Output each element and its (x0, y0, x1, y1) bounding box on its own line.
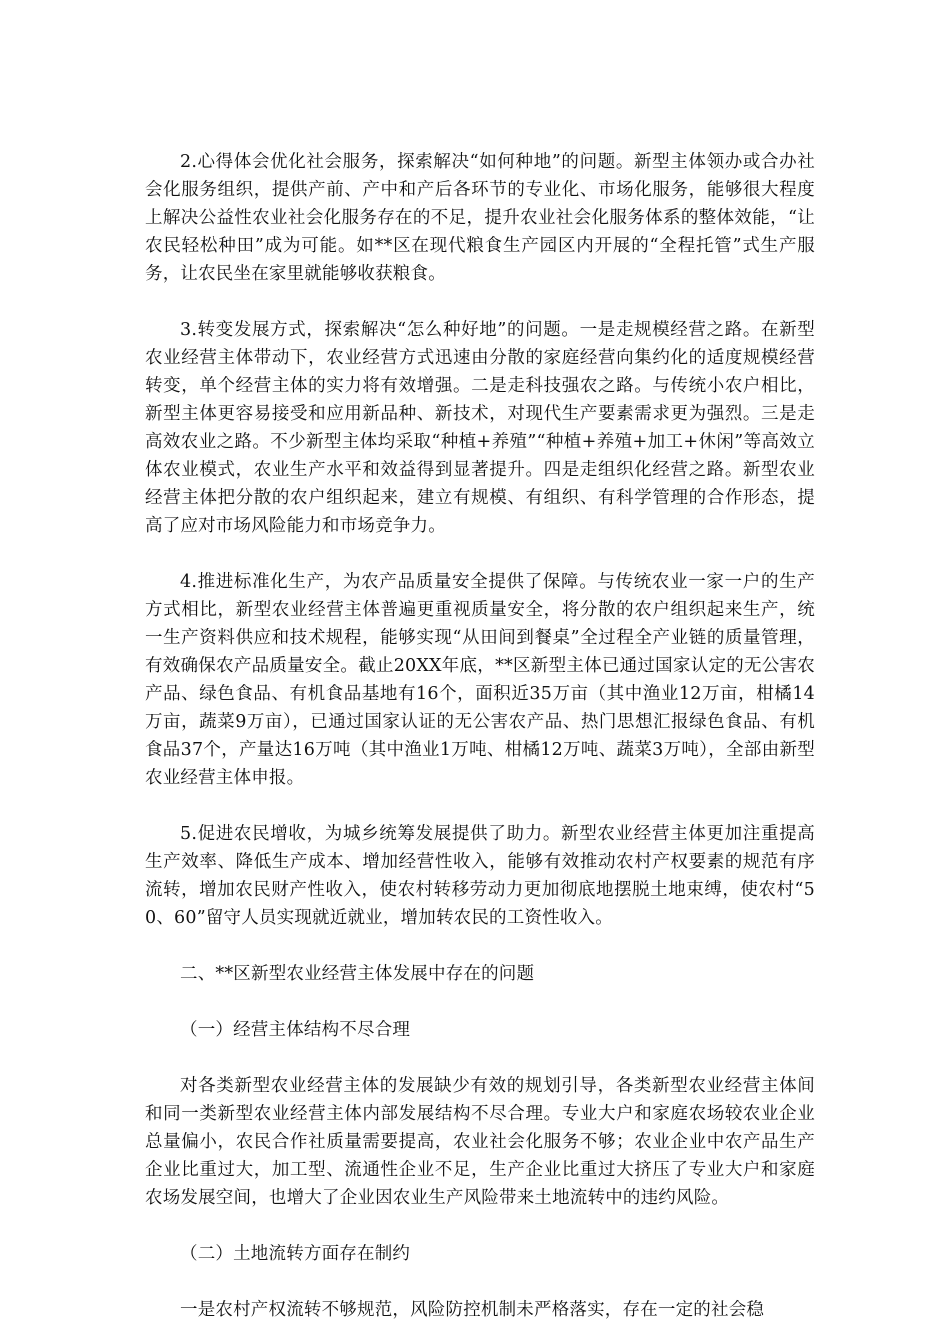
subheading-structure: （一）经营主体结构不尽合理 (180, 1020, 411, 1040)
paragraph-structure: 对各类新型农业经营主体的发展缺少有效的规划引导，各类新型农业经营主体间和同一类新型农业经营主体内部发展结构不尽合理。专业大户和家庭农场较农业企业总量偏小，农民合作社质量需要提高，农业社会化服务不够；农业企业中农产品生产企业比重过大，加工型、流通性企业不足，生产企业比重过大挤压了专业大户和家庭农场发展空间，也增大了企业因农业生产风险带来土地流转中的违约风险。 (145, 1076, 815, 1208)
paragraph-optimize-services: 2.心得体会优化社会服务，探索解决“如何种地”的问题。新型主体领办或合办社会化服务组织，提供产前、产中和产后各环节的专业化、市场化服务，能够很大程度上解决公益性农业社会化服务存在的不足，提升农业社会化服务体系的整体效能，“让农民轻松种田”成为可能。如**区在现代粮食生产园区内开展的“全程托管”式生产服务，让农民坐在家里就能够收获粮食。 (145, 152, 815, 284)
section-heading: 二、**区新型农业经营主体发展中存在的问题 (180, 964, 535, 984)
paragraph-standardized-production: 4.推进标准化生产，为农产品质量安全提供了保障。与传统农业一家一户的生产方式相比，新型农业经营主体普遍更重视质量安全，将分散的农户组织起来生产，统一生产资料供应和技术规程，能够实现“从田间到餐桌”全过程全产业链的质量管理，有效确保农产品质量安全。截止20XX年底，**区新型主体已通过国家认定的无公害农产品、绿色食品、有机食品基地有16个，面积近35万亩（其中渔业12万亩，柑橘14万亩，蔬菜9万亩），已通过国家认证的无公害农产品、热门思想汇报绿色食品、有机食品37个，产量达16万吨（其中渔业1万吨、柑橘12万吨、蔬菜3万吨），全部由新型农业经营主体申报。 (145, 572, 815, 788)
document-body (145, 148, 815, 1324)
subheading-land-transfer: （二）土地流转方面存在制约 (180, 1244, 411, 1264)
paragraph-transform-development: 3.转变发展方式，探索解决“怎么种好地”的问题。一是走规模经营之路。在新型农业经营主体带动下，农业经营方式迅速由分散的家庭经营向集约化的适度规模经营转变，单个经营主体的实力将有效增强。二是走科技强农之路。与传统小农户相比，新型主体更容易接受和应用新品种、新技术，对现代生产要素需求更为强烈。三是走高效农业之路。不少新型主体均采取“种植+养殖”“种植+养殖+加工+休闲”等高效立体农业模式，农业生产水平和效益得到显著提升。四是走组织化经营之路。新型农业经营主体把分散的农户组织起来，建立有规模、有组织、有科学管理的合作形态，提高了应对市场风险能力和市场竞争力。 (145, 320, 815, 536)
paragraph-land-transfer: 一是农村产权流转不够规范，风险防控机制未严格落实，存在一定的社会稳 (180, 1300, 765, 1320)
paragraph-farmer-income: 5.促进农民增收，为城乡统筹发展提供了助力。新型农业经营主体更加注重提高生产效率、降低生产成本、增加经营性收入，能够有效推动农村产权要素的规范有序流转，增加农民财产性收入，使农村转移劳动力更加彻底地摆脱土地束缚，使农村“50、60”留守人员实现就近就业，增加转农民的工资性收入。 (145, 824, 815, 928)
